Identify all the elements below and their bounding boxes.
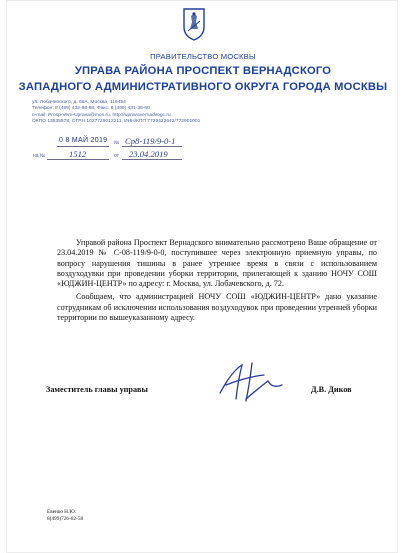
number-prefix: № bbox=[114, 140, 120, 146]
executor-name: Евенко Н.Ю. bbox=[47, 509, 77, 515]
incoming-date-line bbox=[122, 159, 182, 160]
executor-block bbox=[47, 509, 83, 524]
organization-title-line2: ЗАПАДНОГО АДМИНИСТРАТИВНОГО ОКРУГА ГОРОДА МОСКВЫ bbox=[18, 81, 388, 93]
body-paragraph-1: Управой района Проспект Вернадского внимательно рассмотрено Ваше обращение от 23.04.2019 № С-08-119/9-0-0, поступившее через электронную приемную управы, по вопросу нарушения тишины в ранее утреннее время в связи с использованием воздуходувки при проведении уборки территории, прилегающей к зданию НОЧУ СОШ «ЮДЖИН-ЦЕНТР» по адресу: г. Москва, ул. Лобачевского, д. 72. bbox=[57, 238, 377, 288]
outgoing-number: Ср8-119/9-0-1 bbox=[125, 136, 176, 146]
signer-name: Д.В. Диков bbox=[311, 385, 352, 394]
contact-registry: ОКПО 13535578, ОГРН 1027729012211, ИНН/КПП 7729422642/772901001 bbox=[32, 119, 201, 125]
signer-position: Заместитель главы управы bbox=[46, 385, 148, 394]
organization-title-line1: УПРАВА РАЙОНА ПРОСПЕКТ ВЕРНАДСКОГО bbox=[74, 65, 332, 77]
date-stamp: 0 8 МАЙ 2019 bbox=[59, 137, 108, 144]
contact-address: ул. Лобачевского, д. 66А, Москва, 119454 bbox=[32, 100, 126, 105]
contact-email: e-mail: Prosp-Vern-Uprava@mos.ru, http://upravavernadvogc.ru bbox=[32, 112, 171, 118]
incoming-number: 1512 bbox=[69, 149, 87, 159]
executor-phone: 8(499)726-82-58 bbox=[47, 516, 84, 523]
body-paragraph-2: Сообщаем, что администрацией НОЧУ СОШ «ЮДЖИН-ЦЕНТР» дано указание сотрудникам об исключении использования воздуходувок при проведении утренней уборки территории по вышеуказанному адресу. bbox=[57, 292, 377, 322]
letter-body bbox=[57, 238, 377, 326]
on-number-label: на № bbox=[33, 153, 46, 159]
from-label: от bbox=[114, 153, 119, 159]
outgoing-number-line bbox=[122, 146, 182, 147]
incoming-number-line bbox=[47, 159, 109, 160]
moscow-coat-of-arms-icon bbox=[182, 7, 206, 41]
handwritten-signature bbox=[212, 359, 290, 407]
letter-page bbox=[6, 0, 398, 553]
organization-contacts bbox=[32, 100, 262, 126]
contact-phone: Телефон: 8 (499) 432-98-88, Факс: 8 (499) 431-36-60 bbox=[32, 106, 150, 112]
government-label: ПРАВИТЕЛЬСТВО МОСКВЫ bbox=[150, 52, 256, 61]
incoming-date: 23.04.2019 bbox=[129, 149, 168, 159]
date-line bbox=[57, 146, 109, 147]
